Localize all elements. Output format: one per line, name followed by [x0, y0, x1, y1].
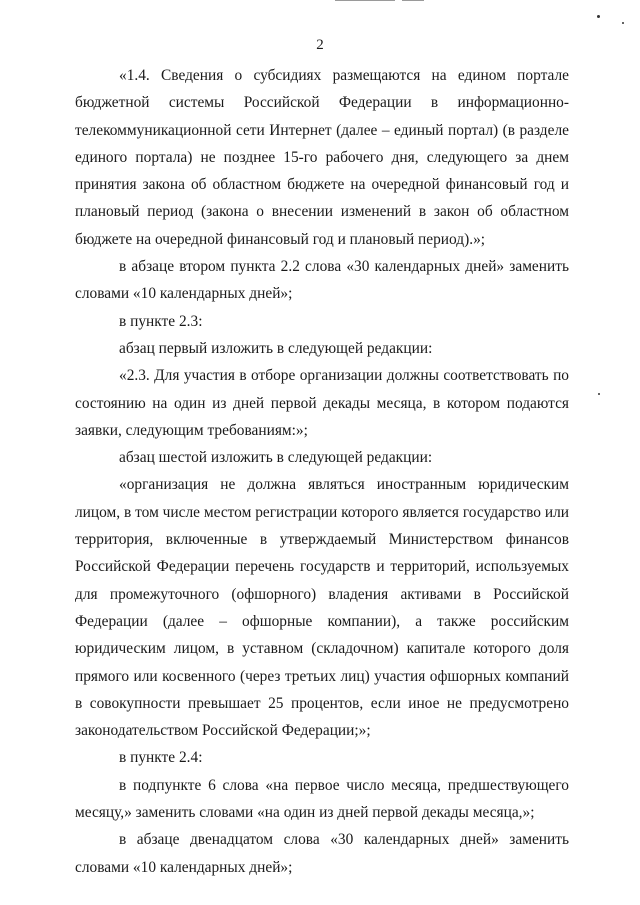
document-body: [75, 62, 569, 881]
scan-speck: [598, 393, 600, 395]
paragraph-subclause-6: в подпункте 6 слова «на первое число месяца, предшествующего месяцу,» заменить словами «на один из дней первой декады месяца,»;: [75, 776, 569, 822]
scan-top-edge: [335, 0, 395, 1]
paragraph-clause-2-4-heading: в пункте 2.4:: [119, 749, 203, 767]
paragraph-first-abzac: абзац первый изложить в следующей редакции:: [119, 339, 433, 357]
paragraph-clause-2-3-heading: в пункте 2.3:: [119, 312, 203, 330]
paragraph-clause-2-2: в абзаце втором пункта 2.2 слова «30 календарных дней» заменить словами «10 календарных дней»;: [75, 258, 569, 303]
paragraph-offshore-requirement: «организация не должна являться иностранным юридическим лицом, в том числе местом регистрации которого является государство или территория, включенные в утверждаемый Министерством финансов Российской Федерации перечень государств и территорий, используемых для промежуточного (офшорного) владения активами в Российской Федерации (далее – офшорные компании), а также российским юридическим лицом, в уставном (складочном) капитале которого доля прямого или косвенного (через третьих лиц) участия офшорных компаний в совокупности превышает 25 процентов, если иное не предусмотрено законодательством Российской Федерации;»;: [75, 476, 569, 740]
scan-top-edge: [402, 0, 424, 1]
page-number: 2: [316, 37, 324, 53]
scan-speck: [622, 22, 624, 24]
scan-speck: [597, 15, 600, 18]
paragraph-sixth-abzac: абзац шестой изложить в следующей редакции:: [119, 449, 433, 467]
paragraph-twelfth-abzac: в абзаце двенадцатом слова «30 календарных дней» заменить словами «10 календарных дней»;: [75, 831, 569, 876]
paragraph-subsidy-info: «1.4. Сведения о субсидиях размещаются на едином портале бюджетной системы Российской Федерации в информационно-телекоммуникационной сети Интернет (далее – единый портал) (в разделе единого портала) не позднее 15-го рабочего дня, следующего за днем принятия закона об областном бюджете на очередной финансовый год и плановый период (закона о внесении изменений в закон об областном бюджете на очередной финансовый год и плановый период).»;: [75, 67, 569, 248]
paragraph-clause-2-3-text: «2.3. Для участия в отборе организации должны соответствовать по состоянию на один из дней первой декады месяца, в котором подаются заявки, следующим требованиям:»;: [75, 367, 569, 439]
